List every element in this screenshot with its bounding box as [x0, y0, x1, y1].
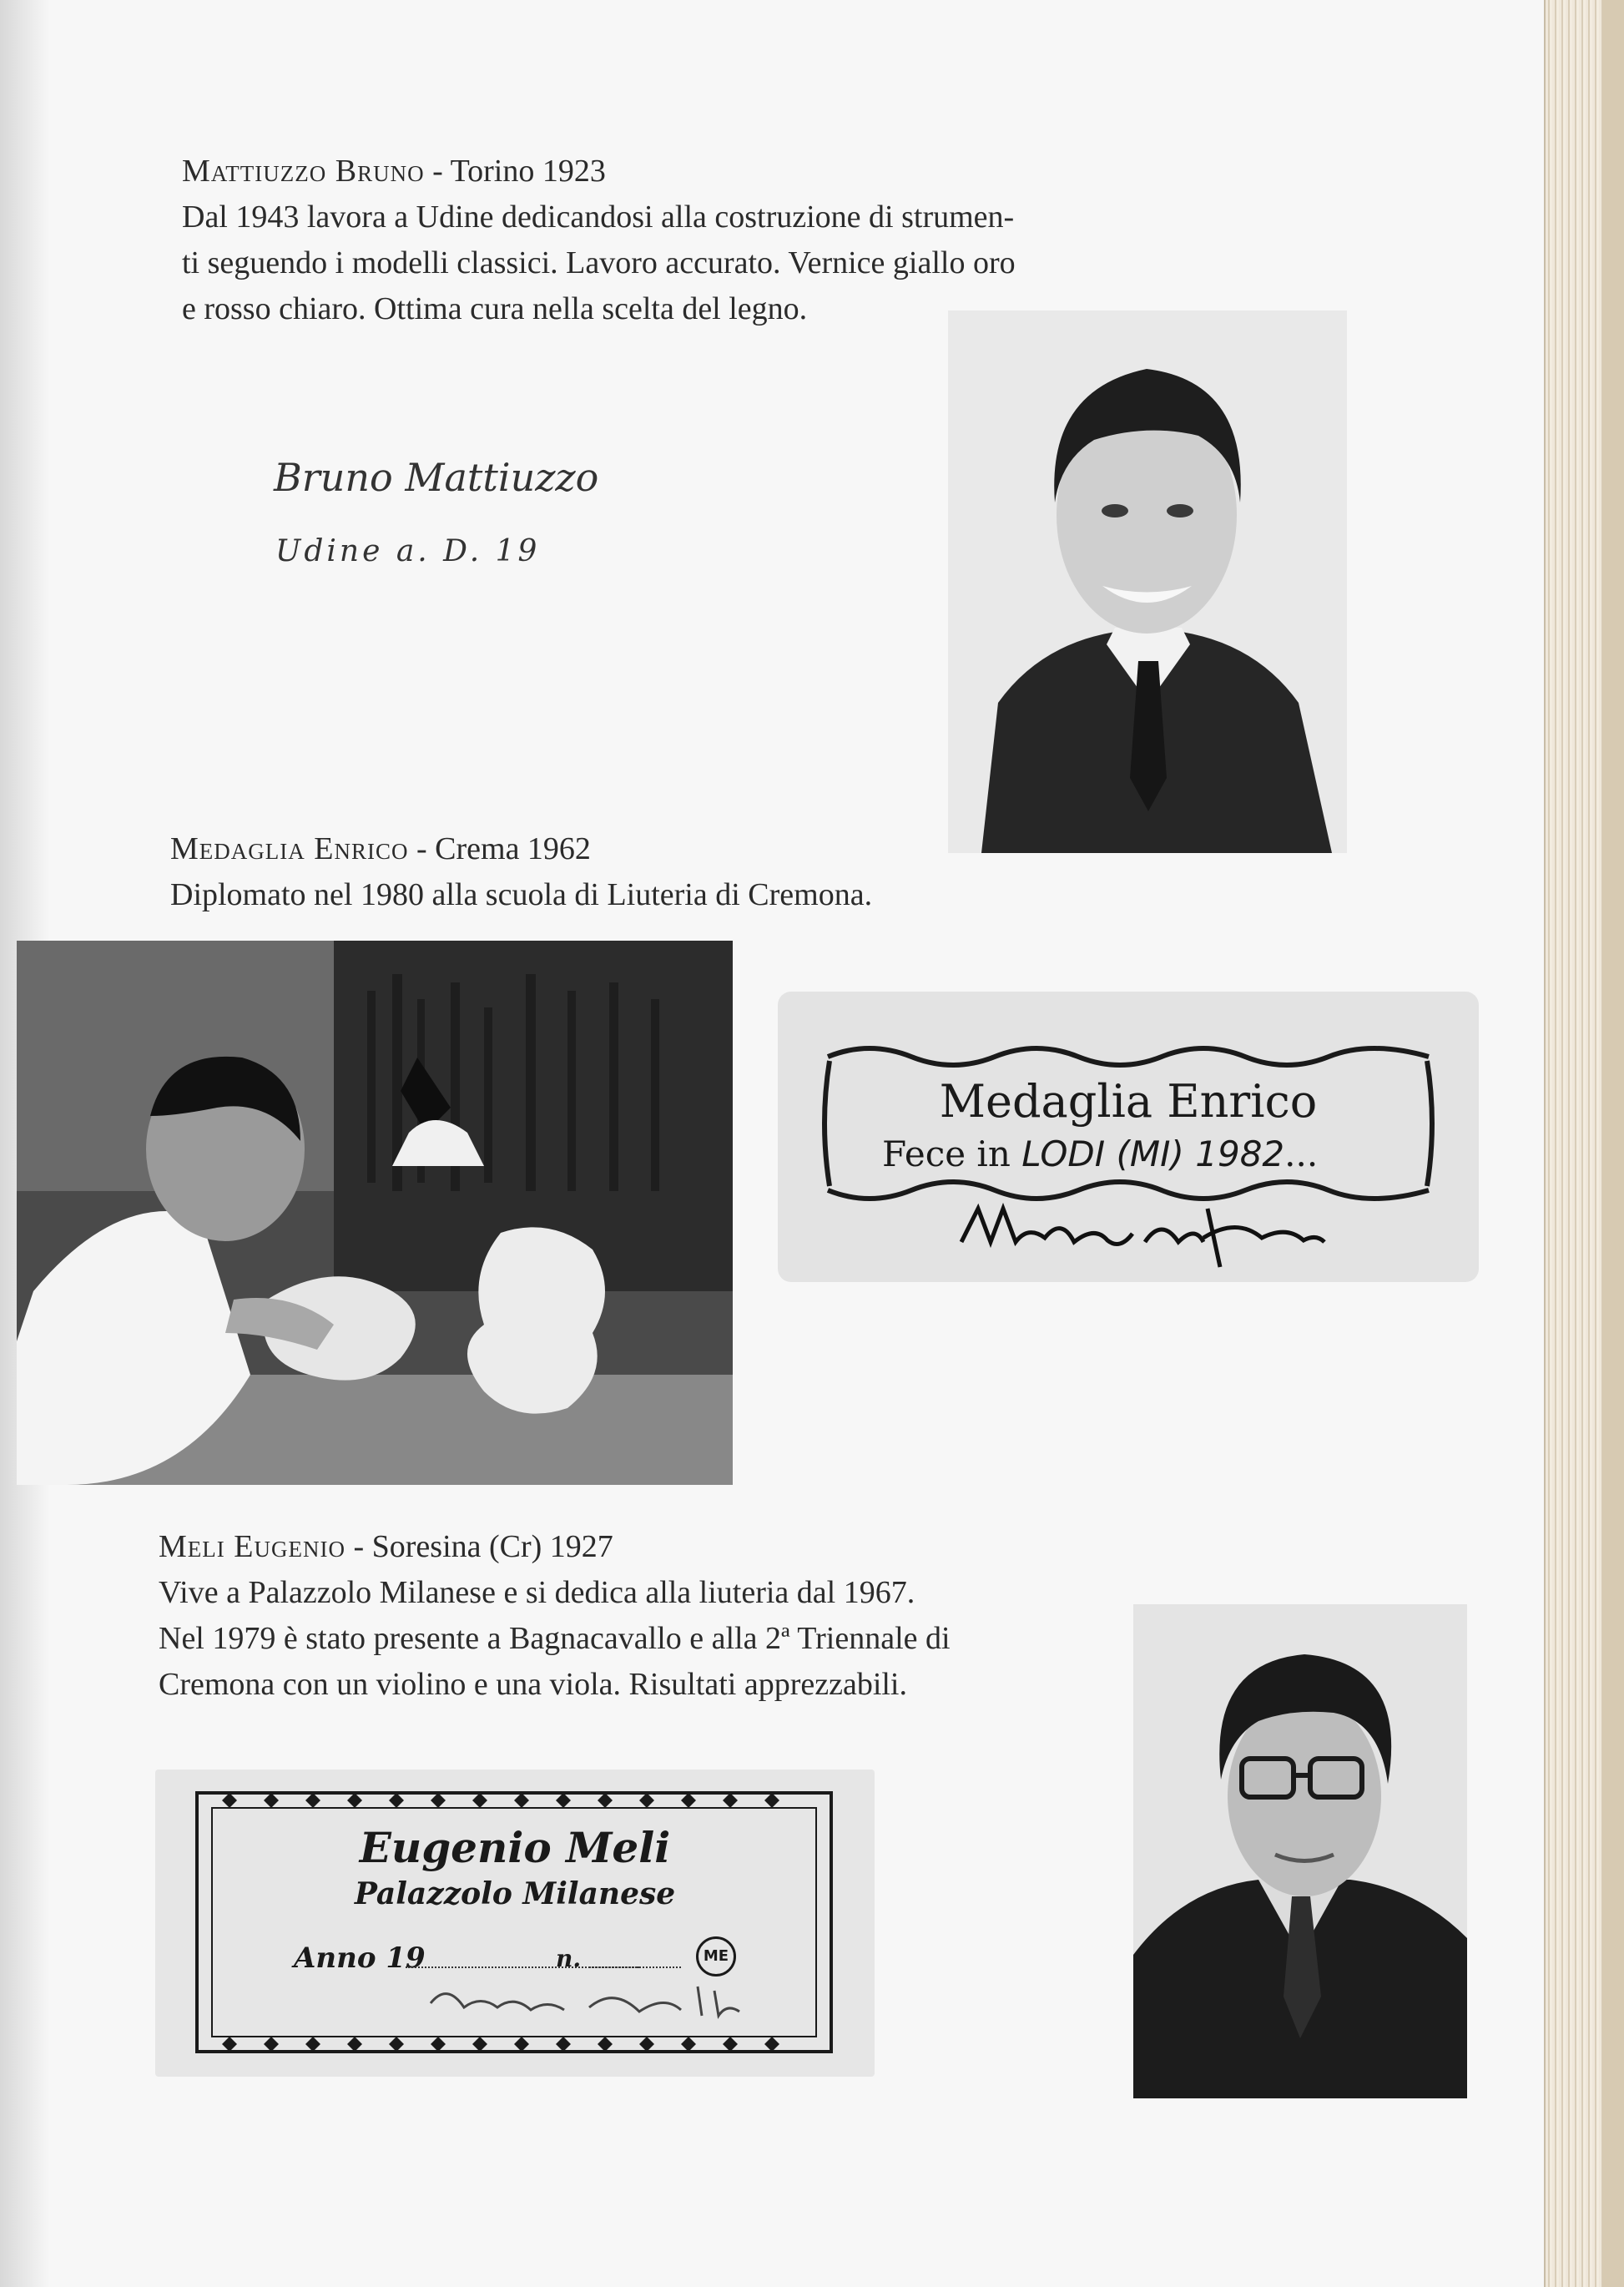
portrait-man-suit-icon	[948, 310, 1347, 853]
entry-line: Nel 1979 è stato presente a Bagnacavallo e alla 2ª Triennale di	[159, 1621, 951, 1656]
medaglia-violin-label	[778, 992, 1479, 1282]
label-dots: ...	[1284, 1133, 1319, 1174]
label-maker-town: Palazzolo Milanese	[354, 1876, 676, 1911]
medaglia-workshop-photo	[17, 941, 733, 1485]
maker-name: Meli Eugenio	[159, 1529, 345, 1564]
label-place-date	[882, 1133, 1318, 1174]
entry-line: e rosso chiaro. Ottima cura nella scelta del legno.	[182, 291, 808, 326]
mattiuzzo-signature-line1: Bruno Mattiuzzo	[274, 455, 599, 500]
mattiuzzo-signature-line2: Udine a. D. 19	[275, 534, 541, 568]
entry-heading	[159, 1524, 951, 1570]
maker-monogram-seal: ME	[696, 1936, 736, 1977]
label-number-prefix: n.	[556, 1945, 582, 1972]
entry-line: Diplomato nel 1980 alla scuola di Liuteria di Cremona.	[170, 877, 873, 912]
label-anno: Anno 19	[294, 1941, 426, 1975]
maker-origin: - Soresina (Cr) 1927	[345, 1529, 613, 1564]
entry-meli-text	[159, 1524, 951, 1708]
maker-name: Mattiuzzo Bruno	[182, 154, 425, 189]
maker-name: Medaglia Enrico	[170, 831, 409, 866]
label-handwritten-place: LODI (MI) 1982	[1021, 1133, 1285, 1174]
handwritten-signature-icon	[953, 1192, 1329, 1275]
entry-heading	[182, 149, 1016, 194]
entry-mattiuzzo-text	[182, 149, 1016, 332]
meli-violin-label	[155, 1770, 875, 2077]
mattiuzzo-portrait-photo	[948, 310, 1347, 853]
maker-origin: - Torino 1923	[424, 154, 606, 189]
meli-portrait-photo	[1133, 1604, 1467, 2098]
handwritten-signature-icon	[422, 1978, 748, 2028]
entry-line: ti seguendo i modelli classici. Lavoro accurato. Vernice giallo oro	[182, 245, 1016, 280]
luthier-workshop-icon	[17, 941, 733, 1485]
portrait-man-glasses-icon	[1133, 1604, 1467, 2098]
entry-line: Vive a Palazzolo Milanese e si dedica alla liuteria dal 1967.	[159, 1575, 915, 1610]
label-fece-in: Fece in	[882, 1133, 1022, 1174]
entry-line: Dal 1943 lavora a Udine dedicandosi alla costruzione di strumen-	[182, 199, 1015, 235]
entry-medaglia-text	[170, 826, 872, 918]
entry-heading	[170, 826, 872, 872]
label-maker-name: Eugenio Meli	[359, 1823, 671, 1872]
maker-origin: - Crema 1962	[408, 831, 591, 866]
entry-line: Cremona con un violino e una viola. Risultati apprezzabili.	[159, 1667, 907, 1702]
book-cover-edge	[1602, 0, 1624, 2287]
label-maker-name: Medaglia Enrico	[939, 1075, 1318, 1128]
label-number-dotted-line	[589, 1966, 681, 1968]
